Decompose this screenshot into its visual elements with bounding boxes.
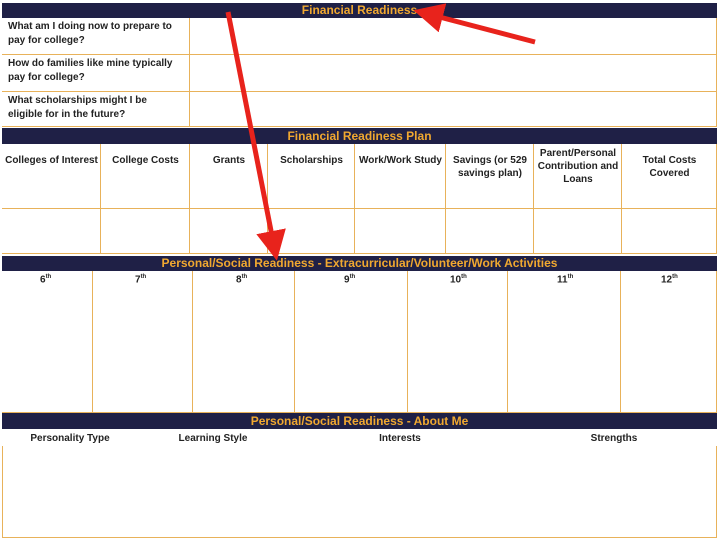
financial-plan-header: Financial Readiness Plan [2,128,717,144]
question-scholarships: What scholarships might I be eligible for in the future? [2,92,190,127]
about-me-header: Personal/Social Readiness - About Me [2,413,717,429]
about-me-column-header: Strengths [590,433,638,444]
activities-header: Personal/Social Readiness - Extracurricular/Volunteer/Work Activities [2,256,717,271]
plan-column-header: Savings (or 529 savings plan) [453,155,527,179]
arrow-to-activities [228,12,274,246]
grade-label: 7th [135,274,147,286]
plan-column-header: Total Costs Covered [642,155,697,179]
question-families: How do families like mine typically pay for college? [2,55,190,92]
plan-column-header: Scholarships [280,155,343,166]
about-me-column-header: Learning Style [178,433,248,444]
plan-column-header: Grants [212,155,246,166]
plan-column-header: College Costs [112,155,179,166]
grade-label: 12th [661,274,678,286]
financial-readiness-header: Financial Readiness [2,3,717,18]
arrow-to-financial-title [428,14,535,42]
question-prepare: What am I doing now to prepare to pay for college? [2,18,190,55]
grade-label: 10th [450,274,467,286]
plan-column-header: Parent/Personal Contribution and Loans [537,148,619,185]
plan-column-header: Colleges of Interest [5,155,98,166]
grade-label: 11th [557,274,574,286]
about-me-column-header: Personality Type [30,433,110,444]
plan-column-header: Work/Work Study [359,155,442,166]
grade-label: 6th [40,274,52,286]
about-me-column-header: Interests [379,433,421,444]
grade-label: 8th [236,274,248,286]
grade-label: 9th [344,274,356,286]
